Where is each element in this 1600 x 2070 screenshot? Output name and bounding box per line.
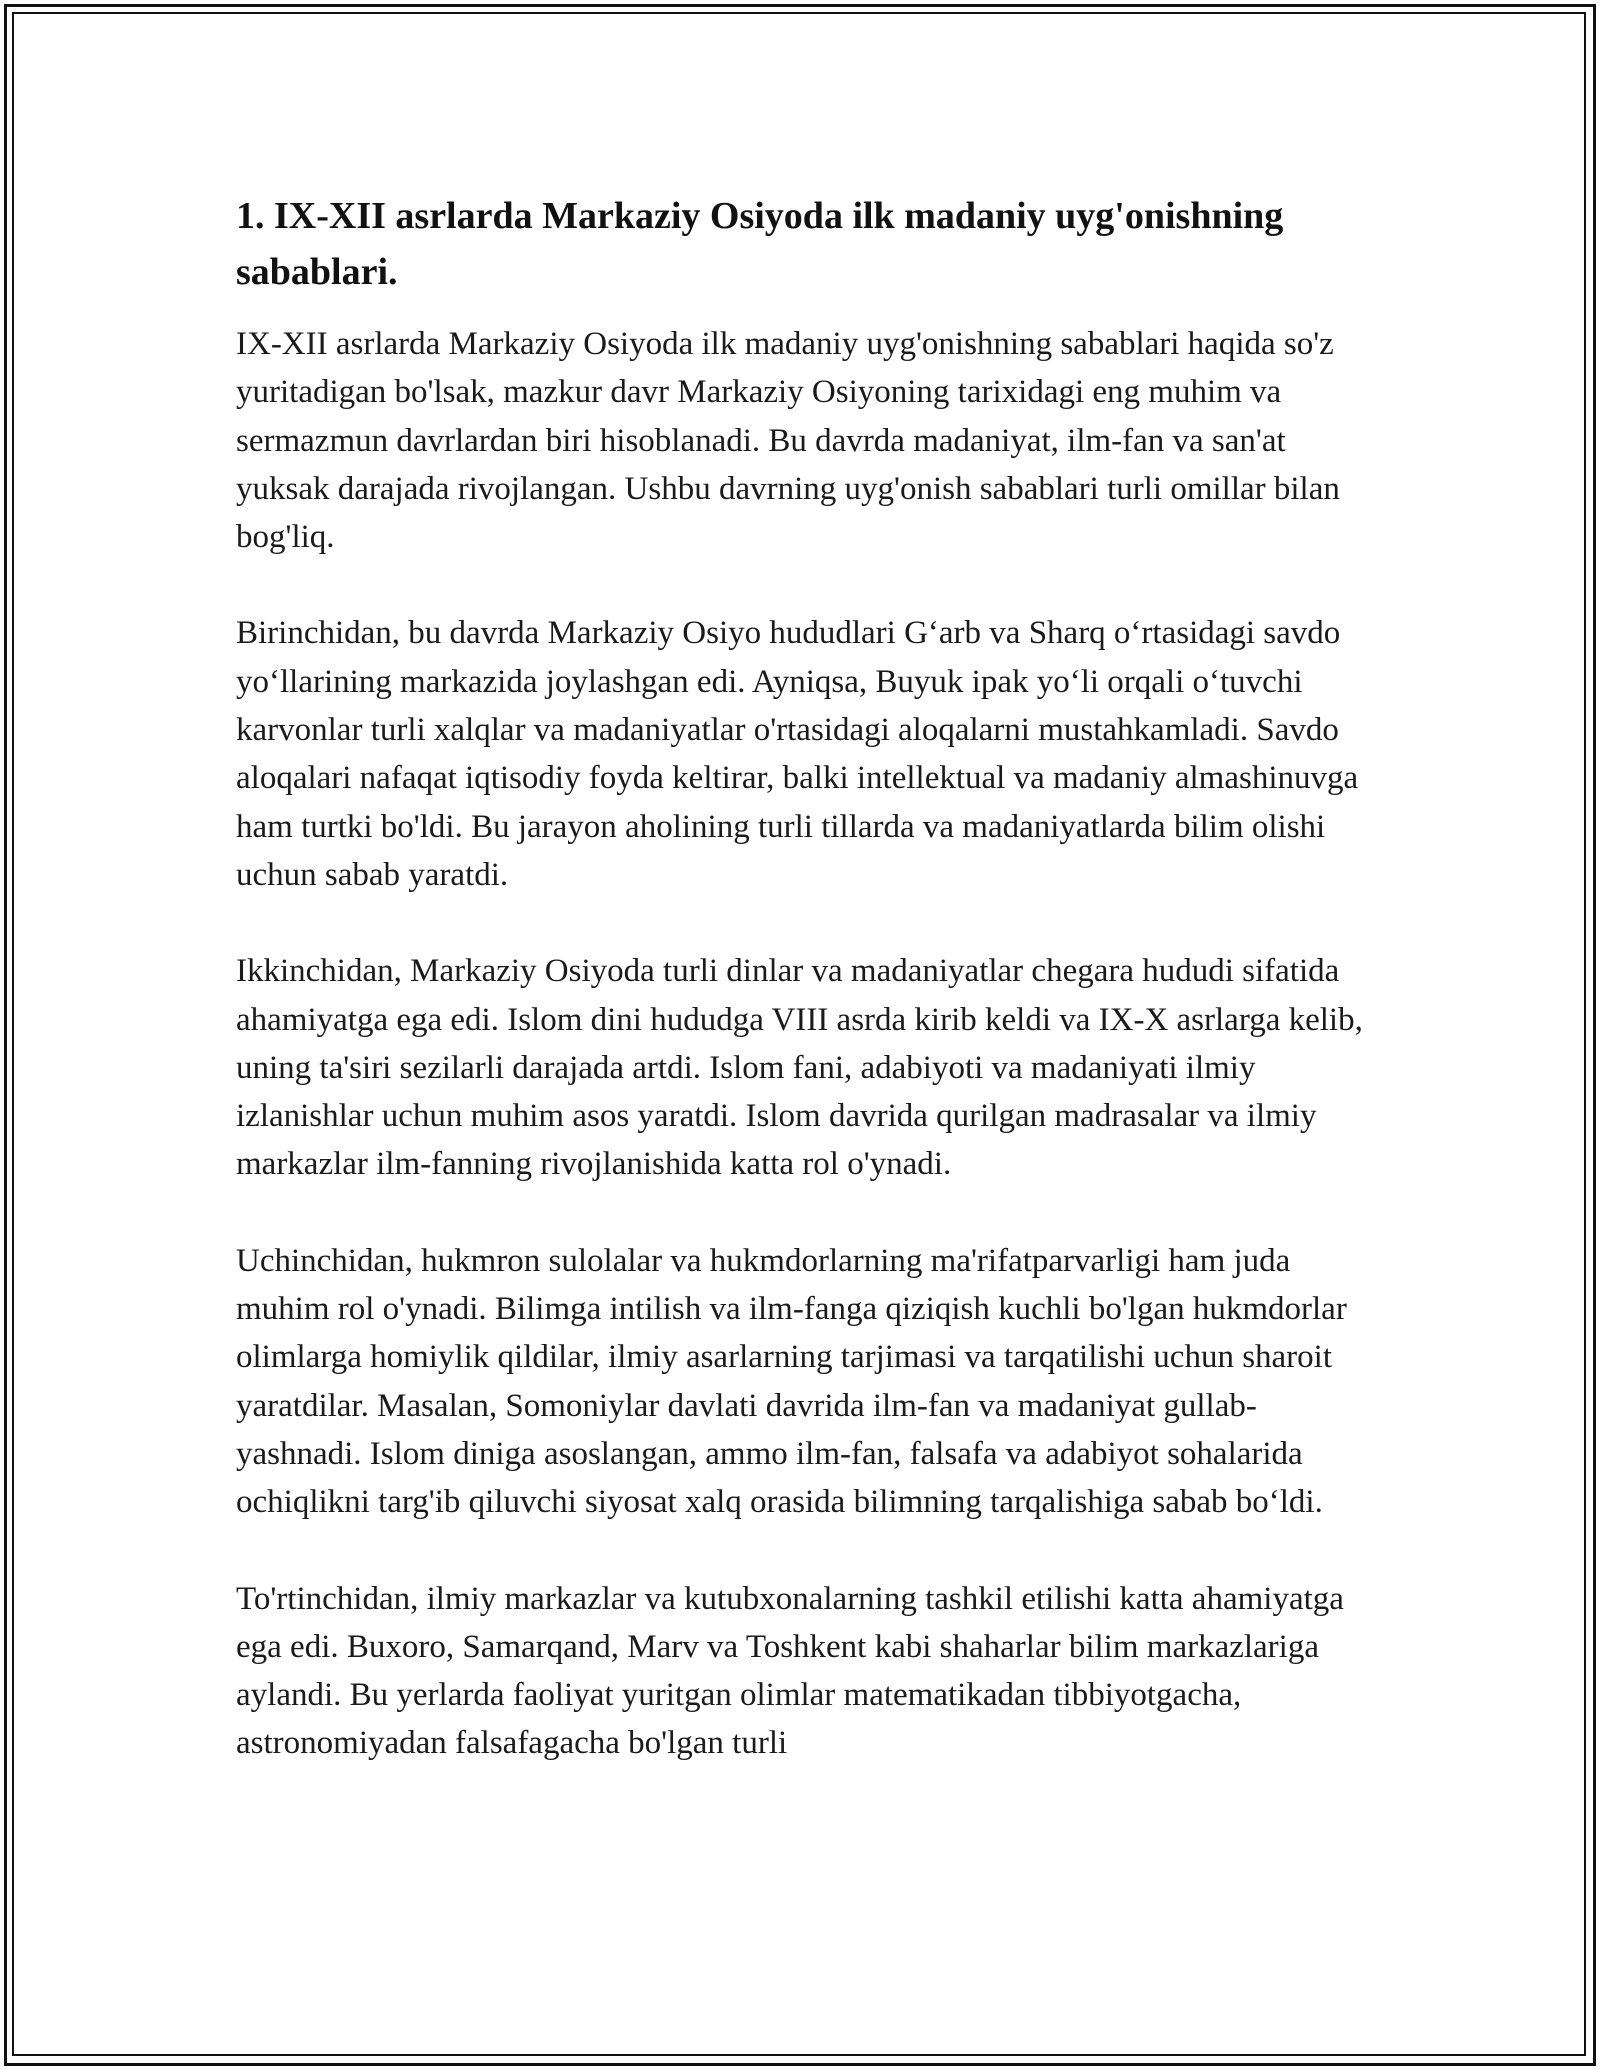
- document-body: [236, 188, 1364, 1816]
- paragraph-tortinchidan: To'rtinchidan, ilmiy markazlar va kutubxonalarning tashkil etilishi katta ahamiyatga ega edi. Buxoro, Samarqand, Marv va Toshkent kabi shaharlar bilim markazlariga aylandi. Bu yerlarda faoliyat yuritgan olimlar matematikadan tibbiyotgacha, astronomiyadan falsafagacha bo'lgan turli: [236, 1580, 1344, 1762]
- paragraph-uchinchidan: Uchinchidan, hukmron sulolalar va hukmdorlarning ma'rifatparvarligi ham juda muhim rol o'ynadi. Bilimga intilish va ilm-fanga qiziqish kuchli bo'lgan hukmdorlar olimlarga homiylik qildilar, ilmiy asarlarning tarjimasi va tarqatilishi uchun sharoit yaratdilar. Masalan, Somoniylar davlati davrida ilm-fan va madaniyat gullab-yashnadi. Islom diniga asoslangan, ammo ilm-fan, falsafa va adabiyot sohalarida ochiqlikni targ'ib qiluvchi siyosat xalq orasida bilimning tarqalishiga sabab bo‘ldi.: [236, 1242, 1347, 1521]
- paragraph-ikkinchidan: Ikkinchidan, Markaziy Osiyoda turli dinlar va madaniyatlar chegara hududi sifatida ahamiyatga ega edi. Islom dini hududga VIII asrda kirib keldi va IX-X asrlarga kelib, uning ta'siri sezilarli darajada artdi. Islom fani, adabiyoti va madaniyati ilmiy izlanishlar uchun muhim asos yaratdi. Islom davrida qurilgan madrasalar va ilmiy markazlar ilm-fanning rivojlanishida katta rol o'ynadi.: [236, 953, 1363, 1183]
- paragraph-birinchidan: Birinchidan, bu davrda Markaziy Osiyo hududlari G‘arb va Sharq o‘rtasidagi savdo yo‘llarining markazida joylashgan edi. Ayniqsa, Buyuk ipak yo‘li orqali o‘tuvchi karvonlar turli xalqlar va madaniyatlar o'rtasidagi aloqalarni mustahkamladi. Savdo aloqalari nafaqat iqtisodiy foyda keltirar, balki intellektual va madaniy almashinuvga ham turtki bo'ldi. Bu jarayon aholining turli tillarda va madaniyatlarda bilim olishi uchun sabab yaratdi.: [236, 615, 1359, 893]
- section-title: 1. IX-XII asrlarda Markaziy Osiyoda ilk madaniy uyg'onishning sabablari.: [236, 195, 1284, 293]
- paragraph-intro: IX-XII asrlarda Markaziy Osiyoda ilk madaniy uyg'onishning sabablari haqida so'z yuritadigan bo'lsak, mazkur davr Markaziy Osiyoning tarixidagi eng muhim va sermazmun davrlardan biri hisoblanadi. Bu davrda madaniyat, ilm-fan va san'at yuksak darajada rivojlangan. Ushbu davrning uyg'onish sabablari turli omillar bilan bog'liq.: [236, 326, 1340, 556]
